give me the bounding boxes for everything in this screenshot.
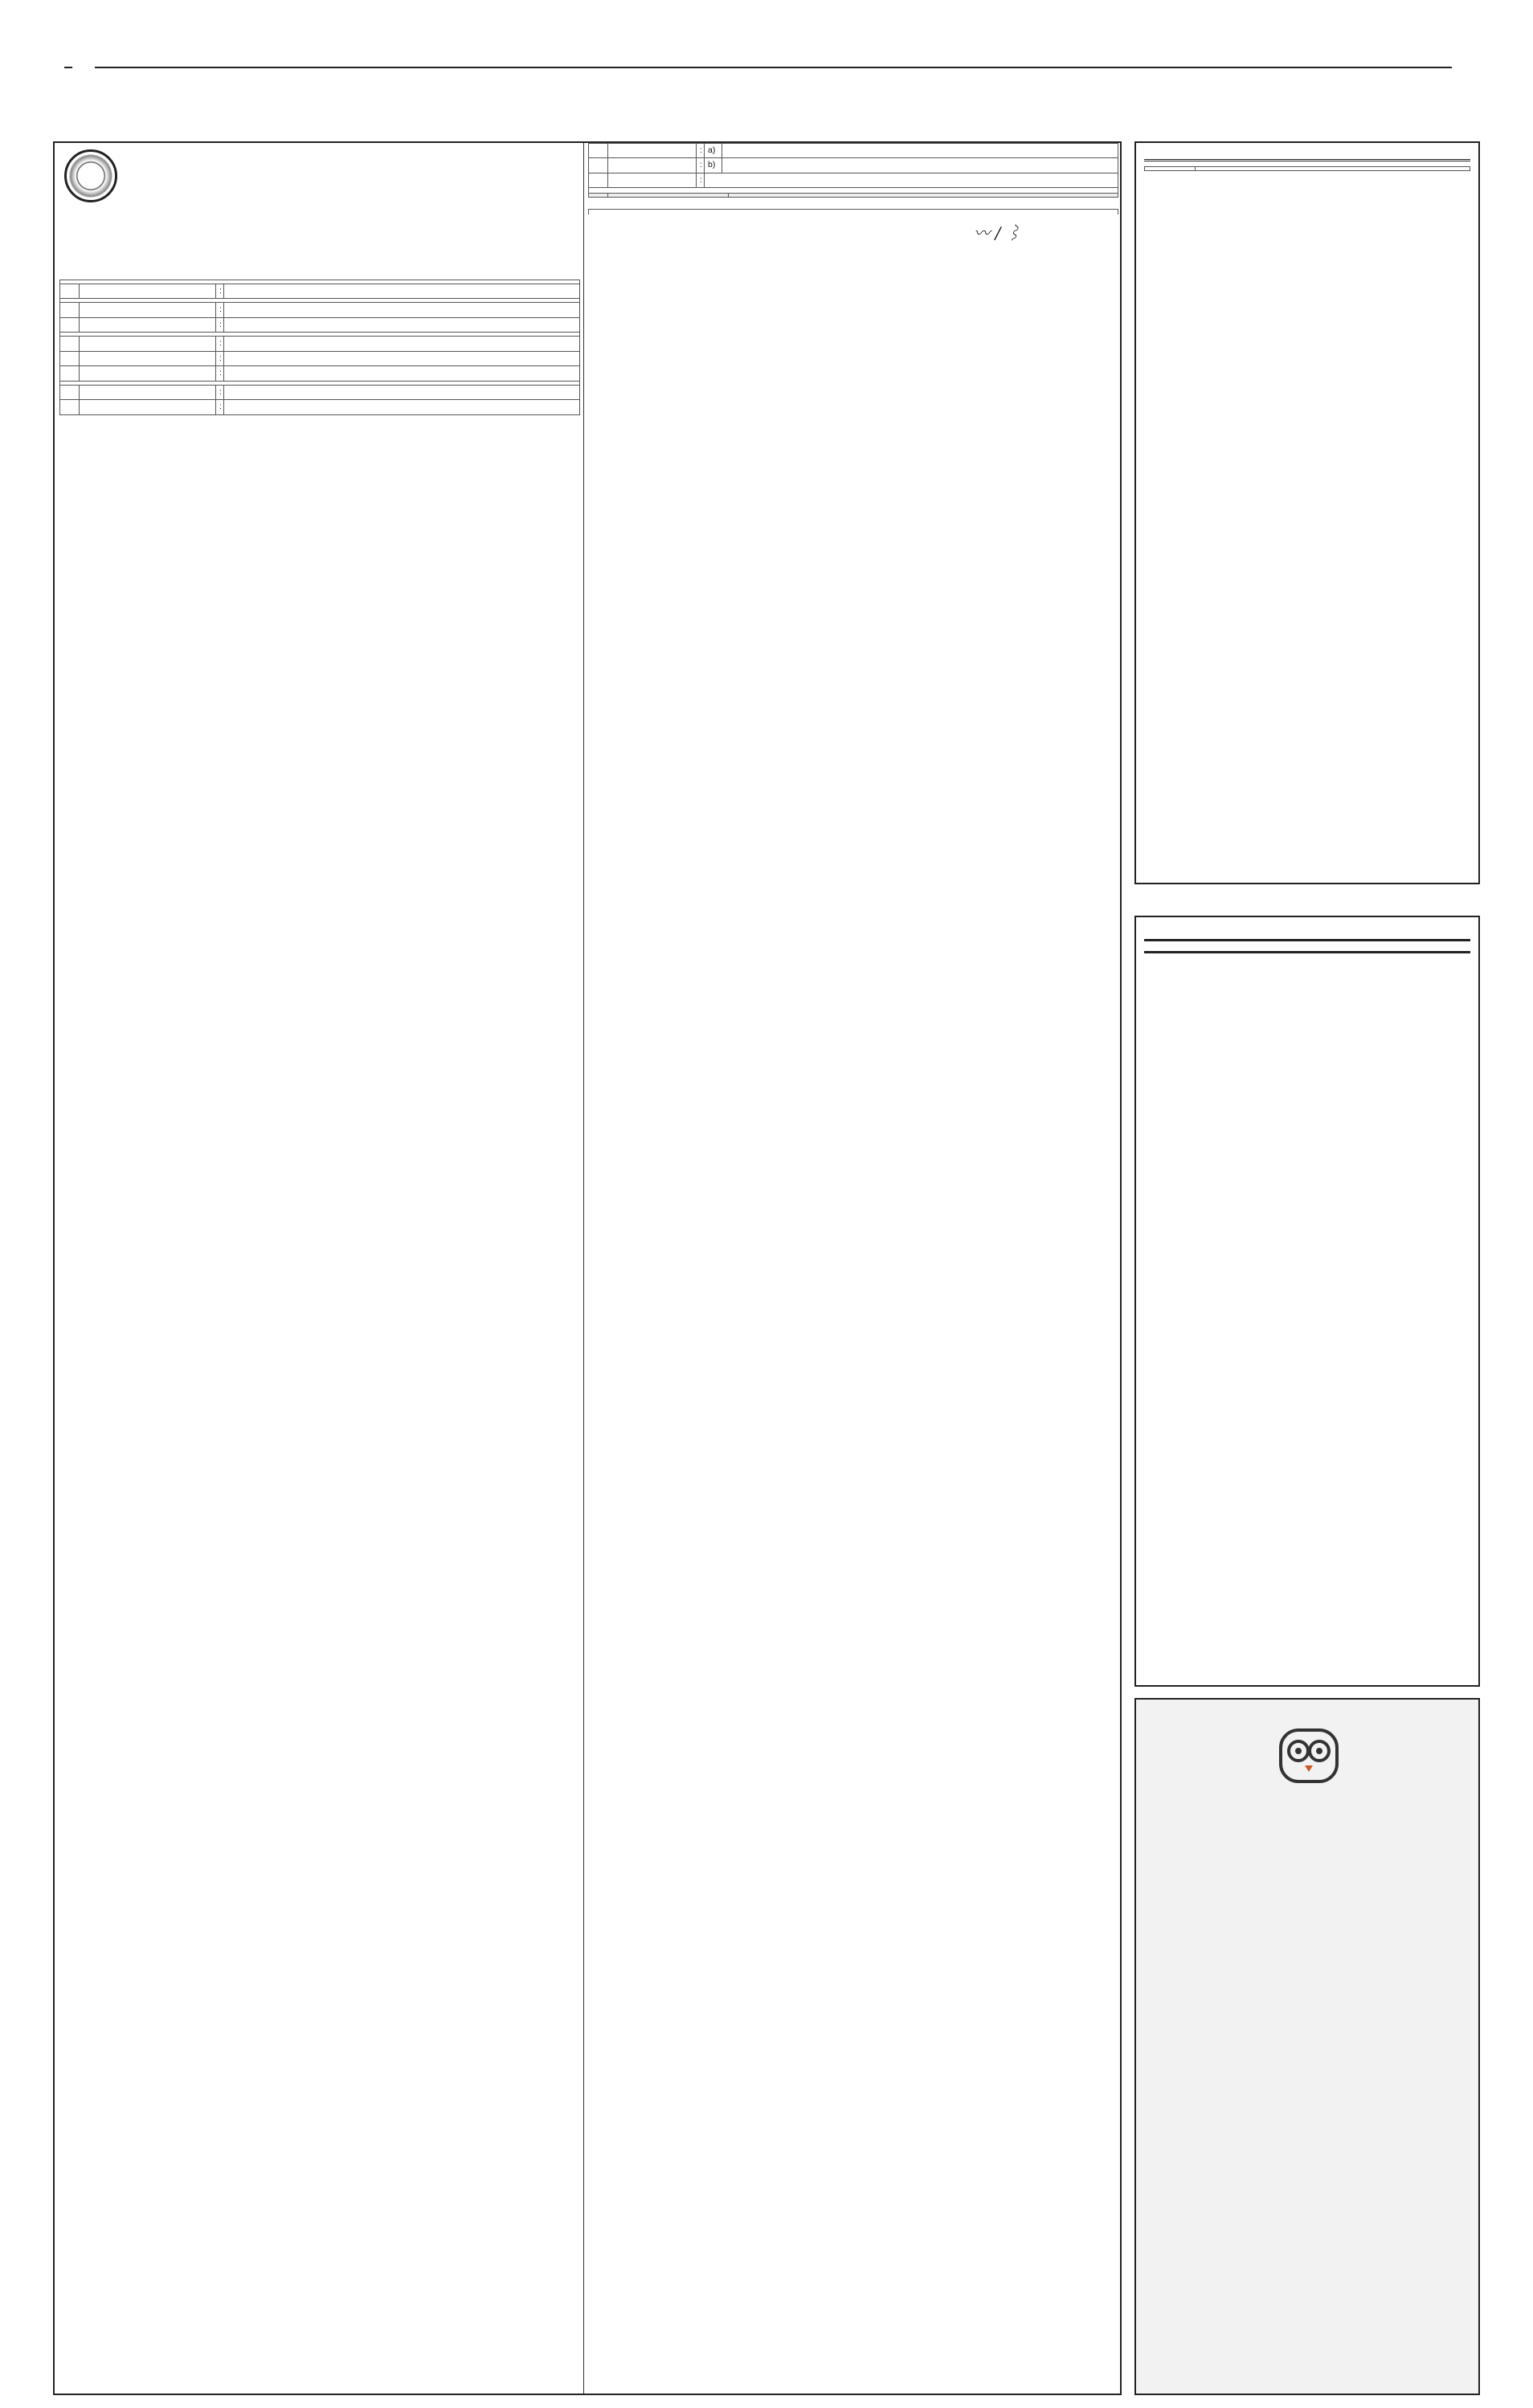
eoi-continued-table bbox=[588, 143, 1118, 188]
masthead bbox=[53, 50, 1480, 85]
table-row: : bbox=[60, 303, 580, 317]
eoi-main-table bbox=[59, 280, 580, 415]
latc-reference bbox=[1144, 930, 1470, 931]
eoi-advertisement bbox=[53, 141, 1122, 2395]
owl-logo-icon bbox=[1273, 1724, 1345, 1788]
court-tender-table bbox=[1144, 166, 1470, 171]
procuring-entity-title bbox=[588, 209, 1118, 214]
signature-scribble-icon: 〰 ∕ ⌇ bbox=[974, 223, 1022, 243]
supreme-court-tender-ad bbox=[1134, 141, 1480, 884]
masthead-rule bbox=[64, 67, 72, 68]
table-row: : bbox=[589, 173, 1118, 187]
signature-block bbox=[877, 222, 1118, 244]
latc-outsourcing-ad bbox=[1134, 916, 1480, 1687]
table-row: : b) bbox=[589, 158, 1118, 173]
table-row: : bbox=[60, 317, 580, 332]
eoi-right-column bbox=[588, 143, 1118, 246]
masthead-rule-right bbox=[95, 67, 1452, 68]
daily-star-books-ad bbox=[1134, 1698, 1480, 2395]
table-header-row bbox=[1145, 167, 1470, 171]
column-divider bbox=[583, 143, 584, 2394]
table-row: : bbox=[60, 400, 580, 414]
eoi-left-column bbox=[59, 280, 580, 415]
table-row: : bbox=[60, 385, 580, 399]
table-header-row bbox=[589, 194, 1118, 198]
court-notice-title bbox=[1144, 156, 1470, 161]
latc-notice-title bbox=[1144, 939, 1470, 953]
table-row: : bbox=[60, 366, 580, 381]
table-row: : bbox=[60, 351, 580, 365]
table-row: : a) bbox=[589, 144, 1118, 158]
table-row: : bbox=[60, 337, 580, 351]
assignment-description bbox=[224, 385, 580, 399]
government-seal-icon bbox=[64, 149, 117, 202]
eoi-govt-line bbox=[55, 143, 585, 151]
table-row: : bbox=[60, 284, 580, 299]
evaluation-criteria-table bbox=[588, 193, 1118, 198]
eoi-header bbox=[55, 143, 585, 280]
